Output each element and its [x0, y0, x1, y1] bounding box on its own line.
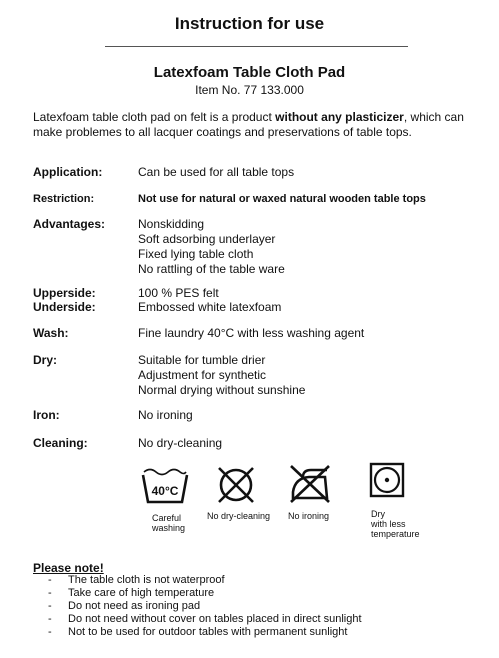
spec-value [138, 300, 468, 315]
intro-paragraph [33, 110, 473, 140]
list-dash: - [48, 574, 52, 586]
spec-value-line: No ironing [138, 408, 193, 422]
list-item [48, 574, 362, 587]
spec-label: Wash: [33, 326, 69, 340]
spec-label: Advantages: [33, 217, 106, 231]
intro-text-bold: without any plasticizer [275, 110, 404, 124]
intro-text-before: Latexfoam table cloth pad on felt is a product [33, 110, 276, 124]
tumble-dry-low-icon [369, 462, 405, 498]
wash-caption [152, 513, 185, 533]
spec-value [138, 286, 468, 301]
list-item-text: Take care of high temperature [68, 587, 215, 599]
no-ironing-caption [288, 511, 329, 521]
list-dash: - [48, 587, 52, 599]
spec-value [138, 436, 468, 451]
spec-value-line: Normal drying without sunshine [138, 383, 306, 397]
list-item-text: Do not need without cover on tables placed in direct sunlight [68, 613, 362, 625]
product-name: Latexfoam Table Cloth Pad [153, 64, 346, 81]
caption-line: temperature [371, 529, 420, 539]
caption-line: No dry-cleaning [207, 511, 271, 521]
list-item [48, 613, 362, 626]
list-dash: - [48, 613, 52, 625]
list-item-text: Not to be used for outdoor tables with permanent sunlight [68, 626, 348, 638]
spec-label: Restriction: [33, 193, 95, 205]
caption-line: No ironing [288, 511, 330, 521]
spec-value [138, 353, 468, 398]
spec-label: Iron: [33, 408, 60, 422]
wash-temperature: 40°C [151, 484, 179, 498]
spec-value-line: 100 % PES felt [138, 286, 219, 300]
spec-label: Cleaning: [33, 436, 88, 450]
document-title: Instruction for use [174, 14, 325, 33]
spec-value [138, 326, 468, 341]
spec-label: Underside: [33, 300, 96, 314]
list-item-text: The table cloth is not waterproof [68, 574, 225, 586]
title-underline [105, 46, 408, 47]
spec-value-line: Fixed lying table cloth [138, 247, 254, 261]
spec-value-line: No dry-cleaning [138, 436, 223, 450]
notes-title: Please note! [33, 561, 104, 575]
intro-text-after: , which can make problemes to all lacquer coatings and preservations of table tops. [33, 110, 464, 139]
spec-value [138, 408, 468, 423]
spec-value-line: Soft adsorbing underlayer [138, 232, 276, 246]
spec-label: Dry: [33, 353, 58, 367]
caption-line: Dry [371, 509, 385, 519]
spec-value-line: Not use for natural or waxed natural wooden table tops [138, 193, 426, 205]
item-number: Item No. 77 133.000 [195, 83, 304, 97]
spec-value-line: Nonskidding [138, 217, 205, 231]
spec-label: Upperside: [33, 286, 96, 300]
spec-label: Application: [33, 165, 103, 179]
spec-value-line: Suitable for tumble drier [138, 353, 266, 367]
no-dry-cleaning-icon [214, 464, 258, 506]
list-item [48, 626, 362, 639]
caption-line: washing [152, 523, 186, 533]
list-item [48, 600, 362, 613]
spec-value-line: No rattling of the table ware [138, 262, 285, 276]
spec-value-line: Can be used for all table tops [138, 165, 295, 179]
list-item [48, 587, 362, 600]
list-dash: - [48, 600, 52, 612]
notes-list [48, 574, 362, 639]
spec-value-line: Fine laundry 40°C with less washing agent [138, 326, 365, 340]
no-dry-cleaning-caption [207, 511, 270, 521]
spec-value-line: Adjustment for synthetic [138, 368, 267, 382]
wash-40-icon [140, 466, 190, 506]
spec-value [138, 217, 468, 277]
spec-value-line: Embossed white latexfoam [138, 300, 282, 314]
caption-line: with less [371, 519, 406, 529]
spec-value [138, 165, 468, 180]
caption-line: Careful [152, 513, 182, 523]
list-item-text: Do not need as ironing pad [68, 600, 201, 612]
spec-value [138, 192, 468, 207]
no-ironing-icon [285, 462, 333, 506]
list-dash: - [48, 626, 52, 638]
tumble-dry-caption [371, 509, 420, 539]
